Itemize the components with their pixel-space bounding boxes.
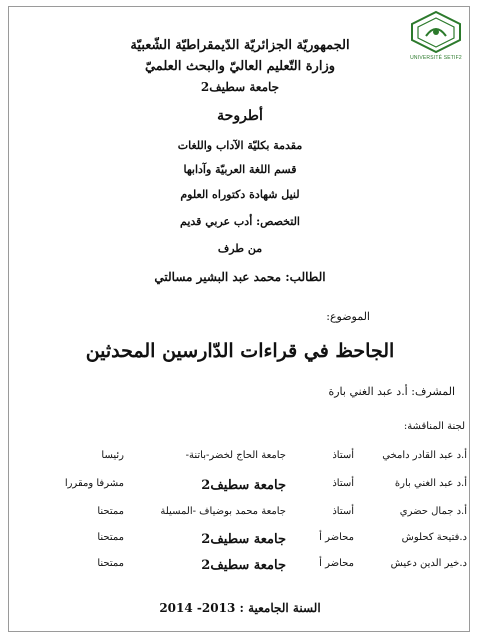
by-line: من طرف xyxy=(217,242,263,255)
member-rank: محاضر أ xyxy=(319,558,354,569)
member-role: مشرفا ومقررا xyxy=(64,478,124,489)
republic-name: الجمهوريّة الجزائريّة الدّيمقراطيّة الشّعبيّة xyxy=(130,38,350,53)
student-line: الطالب: محمد عبد البشير مسالتي xyxy=(154,270,326,284)
table-row xyxy=(0,478,480,506)
department-line: قسم اللغة العربيّة وآدابها xyxy=(183,163,297,176)
university-logo xyxy=(408,10,464,64)
specialty-line: التخصص: أدب عربي قديم xyxy=(180,215,300,228)
ministry-name: وزارة التّعليم العاليّ والبحث العلميّ xyxy=(144,59,336,74)
supervisor-line: المشرف: أ.د عبد الغني بارة xyxy=(328,385,455,398)
table-row xyxy=(0,506,480,534)
member-role: ممتحنا xyxy=(97,506,124,517)
member-name: أ.د عبد الغني بارة xyxy=(394,478,467,489)
member-rank: محاضر أ xyxy=(319,532,354,543)
table-row xyxy=(0,558,480,586)
document-type: أطروحة xyxy=(217,108,263,124)
table-row xyxy=(0,450,480,478)
member-name: أ.د عبد القادر دامخي xyxy=(382,450,467,461)
member-rank: أستاذ xyxy=(332,506,354,517)
member-role: ممتحنا xyxy=(97,532,124,543)
member-rank: أستاذ xyxy=(332,450,354,461)
academic-year: السنة الجامعية : 2013- 2014 xyxy=(159,601,321,615)
member-university: جامعة سطيف2 xyxy=(201,478,286,493)
university-name: جامعة سطيف2 xyxy=(200,80,280,94)
member-name: د.فتيحة كحلوش xyxy=(401,532,467,543)
thesis-title: الجاحظ في قراءات الدّارسين المحدثين xyxy=(85,340,395,362)
member-rank: أستاذ xyxy=(332,478,354,489)
member-university: جامعة الحاج لخضر-باتنة- xyxy=(185,450,286,461)
member-university: جامعة سطيف2 xyxy=(201,558,286,573)
member-university: جامعة سطيف2 xyxy=(201,532,286,547)
logo-caption: UNIVERSITÉ SETIF2 xyxy=(410,55,462,61)
degree-line: لنيل شهادة دكتوراه العلوم xyxy=(180,188,300,201)
member-role: رئيسا xyxy=(101,450,124,461)
faculty-line: مقدمة بكليّة الآداب واللغات xyxy=(177,139,303,152)
member-university: جامعة محمد بوضياف -المسيلة xyxy=(160,506,286,517)
member-role: ممتحنا xyxy=(97,558,124,569)
subject-label: الموضوع: xyxy=(326,310,370,323)
table-row xyxy=(0,532,480,560)
member-name: أ.د جمال حضري xyxy=(399,506,467,517)
committee-label: لجنة المناقشة: xyxy=(403,421,465,432)
member-name: د.خير الدين دعيش xyxy=(390,558,467,569)
